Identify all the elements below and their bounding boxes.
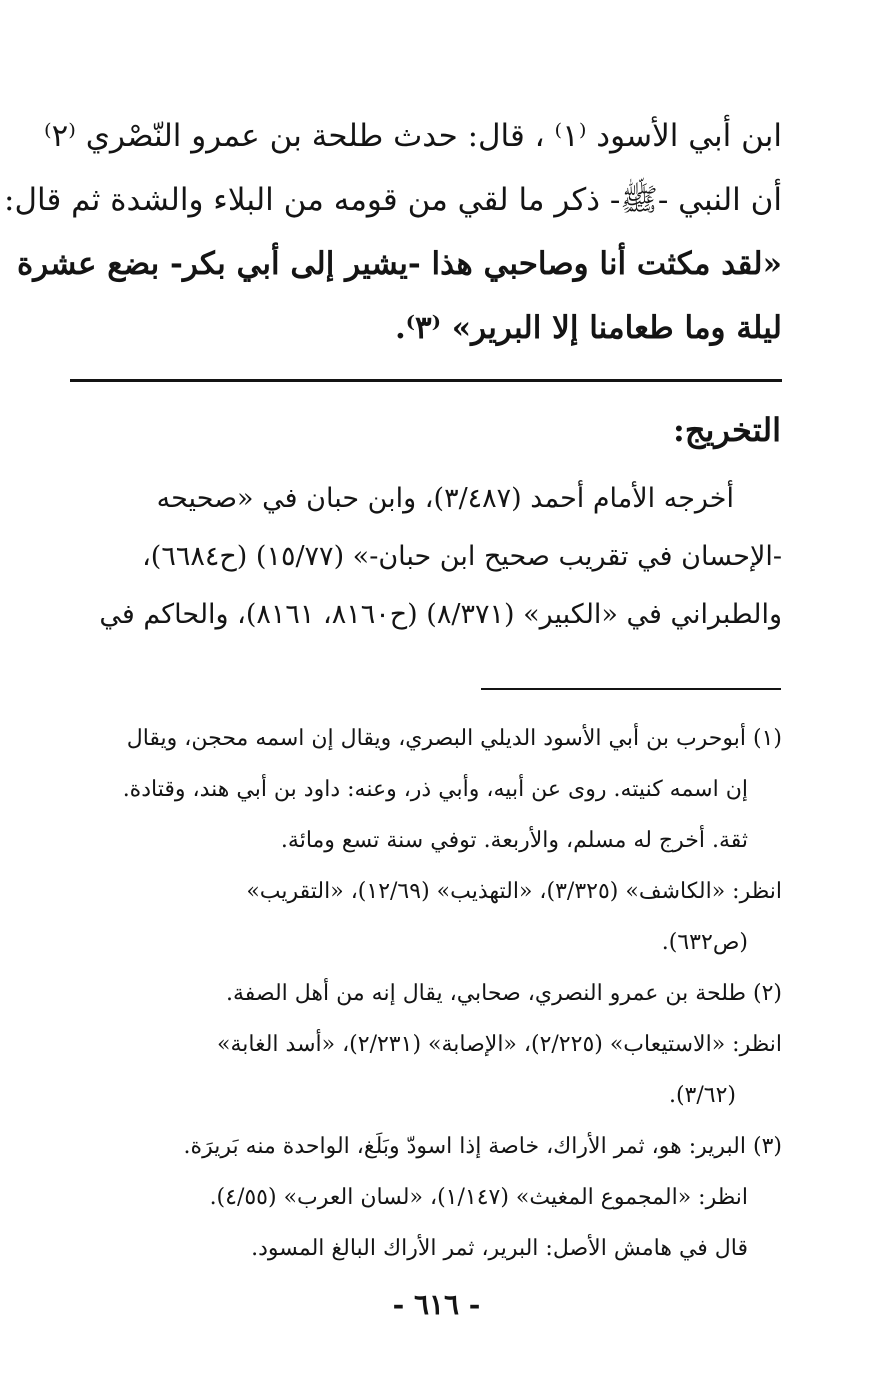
footnote-2-reference: (٣/٦٢).	[668, 1083, 736, 1108]
footnote-1-reference: (ص٦٣٢).	[661, 930, 748, 955]
footnote-3-line: (٣) البرير: هو، ثمر الأراك، خاصة إذا اسودّ وبَلَغ، الواحدة منه بَريرَة.	[183, 1134, 782, 1159]
takhrij-line: والطبراني في «الكبير» (٨/٣٧١) (ح٨١٦٠، ٨١٦١)، والحاكم في	[99, 599, 782, 630]
hadith-quote-line: «لقد مكثت أنا وصاحبي هذا -يشير إلى أبي بكر- بضع عشرة	[16, 246, 782, 282]
section-divider	[70, 379, 782, 382]
hadith-quote-line: ليلة وما طعامنا إلا البرير» ⁽٣⁾.	[395, 310, 782, 346]
takhrij-line: -الإحسان في تقريب صحيح ابن حبان-» (١٥/٧٧) (ح٦٦٨٤)،	[142, 541, 782, 572]
footnote-2-reference: انظر: «الاستيعاب» (٢/٢٢٥)، «الإصابة» (٢/٢٣١)، «أسد الغابة»	[217, 1032, 782, 1057]
footnote-1-reference: انظر: «الكاشف» (٣/٣٢٥)، «التهذيب» (١٢/٦٩)، «التقريب»	[246, 879, 782, 904]
footnote-3-reference: انظر: «المجموع المغيث» (١/١٤٧)، «لسان العرب» (٤/٥٥).	[209, 1185, 748, 1210]
takhrij-paragraph	[66, 470, 782, 644]
footnote-1-line: (١) أبوحرب بن أبي الأسود الديلي البصري، ويقال إن اسمه محجن، ويقال	[126, 726, 782, 751]
takhrij-line: أخرجه الأمام أحمد (٣/٤٨٧)، وابن حبان في «صحيحه	[156, 483, 734, 514]
main-text-line: أن النبي -ﷺ- ذكر ما لقي من قومه من البلاء والشدة ثم قال:	[4, 182, 782, 218]
footnote-3-note: قال في هامش الأصل: البرير، ثمر الأراك البالغ المسود.	[251, 1236, 748, 1261]
footnotes	[66, 713, 782, 1274]
main-text-line: ابن أبي الأسود ⁽١⁾ ، قال: حدث طلحة بن عمرو النّصْري ⁽٢⁾	[44, 118, 782, 154]
footnote-separator	[481, 688, 781, 690]
section-heading: التخريج:	[673, 411, 781, 449]
footnote-1-line: ثقة. أخرج له مسلم، والأربعة. توفي سنة تسع ومائة.	[280, 828, 748, 853]
footnote-1-line: إن اسمه كنيته. روى عن أبيه، وأبي ذر، وعنه: داود بن أبي هند، وقتادة.	[122, 777, 748, 802]
page-number: - ٦١٦ -	[392, 1288, 481, 1321]
footnote-2-line: (٢) طلحة بن عمرو النصري، صحابي، يقال إنه من أهل الصفة.	[225, 981, 782, 1006]
main-text	[4, 104, 782, 360]
